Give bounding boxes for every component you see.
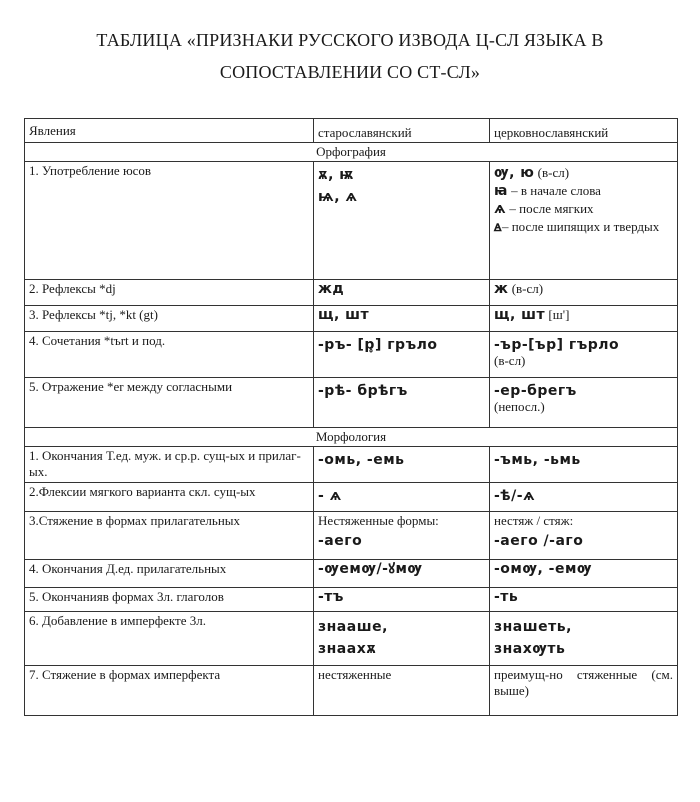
cs-cell — [490, 306, 678, 332]
ocs-value: щ, шт — [318, 307, 370, 323]
ocs-value: -тъ — [318, 589, 344, 605]
ocs-cell — [314, 612, 490, 666]
cs-value: -ър-[ър] гърло — [494, 337, 620, 353]
cs-value: -ъмь, -ьмь — [494, 452, 581, 468]
cs-note: – после мягких — [509, 201, 594, 216]
table-row — [25, 588, 678, 612]
cs-cell — [490, 447, 678, 483]
page-title-line-2: СОПОСТАВЛЕНИИ СО СТ-СЛ» — [219, 62, 481, 82]
ocs-value: -аего — [318, 533, 363, 549]
table-row — [25, 483, 678, 512]
cs-note: (в-сл) — [537, 165, 570, 180]
cs-cell — [490, 162, 678, 280]
ocs-value: -рѣ- брѣгъ — [318, 383, 408, 399]
cs-cell — [490, 612, 678, 666]
ocs-cell — [314, 512, 490, 560]
cs-cell — [490, 332, 678, 378]
cs-cell — [490, 560, 678, 588]
cs-note: нестяж / стяж: — [494, 513, 574, 528]
table-row — [25, 332, 678, 378]
cs-value: щ, шт — [494, 307, 546, 323]
cs-value: -ѣ/-ѧ — [494, 488, 536, 504]
cs-value: ꙙ — [494, 219, 502, 235]
table-row — [25, 378, 678, 428]
ocs-cell: нестяженные — [314, 666, 490, 716]
table-row — [25, 560, 678, 588]
row-label: 5. Окончанияв формах 3л. глаголов — [25, 588, 314, 612]
ocs-cell — [314, 560, 490, 588]
row-label: 1. Окончания Т.ед. муж. и ср.р. сущ-ых и прилаг-ых. — [25, 447, 314, 483]
cs-value: -ть — [494, 589, 519, 605]
ocs-cell — [314, 447, 490, 483]
ocs-note: Нестяженные формы: — [318, 513, 439, 528]
row-label: 7. Стяжение в формах имперфекта — [25, 666, 314, 716]
ocs-cell — [314, 306, 490, 332]
cs-note: [ш'] — [548, 307, 570, 322]
cs-note: (в-сл) — [494, 353, 526, 368]
header-ocs: старославянский — [314, 119, 490, 143]
cs-value: -аего /-аго — [494, 533, 584, 549]
cs-cell — [490, 378, 678, 428]
page-title-line-1: ТАБЛИЦА «ПРИЗНАКИ РУССКОГО ИЗВОДА Ц-СЛ ЯЗЫКА В — [96, 30, 604, 50]
section-row-morphology — [25, 428, 678, 447]
ocs-value: ѫ, ѭ — [318, 167, 354, 183]
header-phenomena: Явления — [25, 119, 314, 143]
cs-value: ѹ, ю — [494, 165, 535, 181]
row-label: 4. Сочетания *tъrt и под. — [25, 332, 314, 378]
cs-value: знахѹть — [494, 641, 566, 657]
ocs-cell — [314, 483, 490, 512]
cs-cell — [490, 280, 678, 306]
row-label: 3. Рефлексы *tj, *kt (gt) — [25, 306, 314, 332]
cs-note: (в-сл) — [511, 281, 544, 296]
ocs-cell — [314, 588, 490, 612]
table-row — [25, 306, 678, 332]
ocs-cell — [314, 378, 490, 428]
cs-cell: преимущ-но стяженные (см. выше) — [490, 666, 678, 716]
ocs-value: знааше, — [318, 619, 388, 635]
cs-cell — [490, 483, 678, 512]
table-row — [25, 512, 678, 560]
header-cs: церковнославянский — [490, 119, 678, 143]
ocs-value: -ръ- [р̥] гръло — [318, 337, 438, 353]
row-label: 4. Окончания Д.ед. прилагательных — [25, 560, 314, 588]
ocs-cell — [314, 332, 490, 378]
row-label: 5. Отражение *er между согласными — [25, 378, 314, 428]
row-label: 1. Употребление юсов — [25, 162, 314, 280]
cs-note: – в начале слова — [511, 183, 601, 198]
ocs-value: -ѹемѹ/-ꙋмѹ — [318, 561, 423, 577]
table-row — [25, 447, 678, 483]
section-morphology: Морфология — [25, 428, 678, 447]
table-row — [25, 666, 678, 716]
section-orthography: Орфография — [25, 143, 678, 162]
cs-value: -ер-брегъ — [494, 383, 577, 399]
header-row — [25, 119, 678, 143]
ocs-value: жд — [318, 281, 345, 297]
cs-value: ж — [494, 281, 509, 297]
cs-cell — [490, 588, 678, 612]
comparison-table — [24, 118, 678, 716]
ocs-value: -омь, -емь — [318, 452, 405, 468]
cs-note: (непосл.) — [494, 399, 545, 414]
ocs-cell — [314, 162, 490, 280]
row-label: 2. Рефлексы *dj — [25, 280, 314, 306]
row-label: 3.Стяжение в формах прилагательных — [25, 512, 314, 560]
cs-value: ѧ — [494, 201, 507, 217]
cs-value: ꙗ — [494, 183, 508, 199]
section-row-orthography — [25, 143, 678, 162]
table-row — [25, 280, 678, 306]
ocs-value: - ѧ — [318, 488, 342, 504]
table-row — [25, 162, 678, 280]
cs-cell — [490, 512, 678, 560]
row-label: 6. Добавление в имперфекте 3л. — [25, 612, 314, 666]
cs-value: знашеть, — [494, 619, 572, 635]
ocs-cell — [314, 280, 490, 306]
cs-value: -омѹ, -емѹ — [494, 561, 593, 577]
cs-note: – после шипящих и твердых — [501, 219, 660, 234]
row-label: 2.Флексии мягкого варианта скл. сущ-ых — [25, 483, 314, 512]
table-row — [25, 612, 678, 666]
ocs-value: ѩ, ѧ — [318, 189, 358, 205]
ocs-value: знаахѫ — [318, 641, 377, 657]
